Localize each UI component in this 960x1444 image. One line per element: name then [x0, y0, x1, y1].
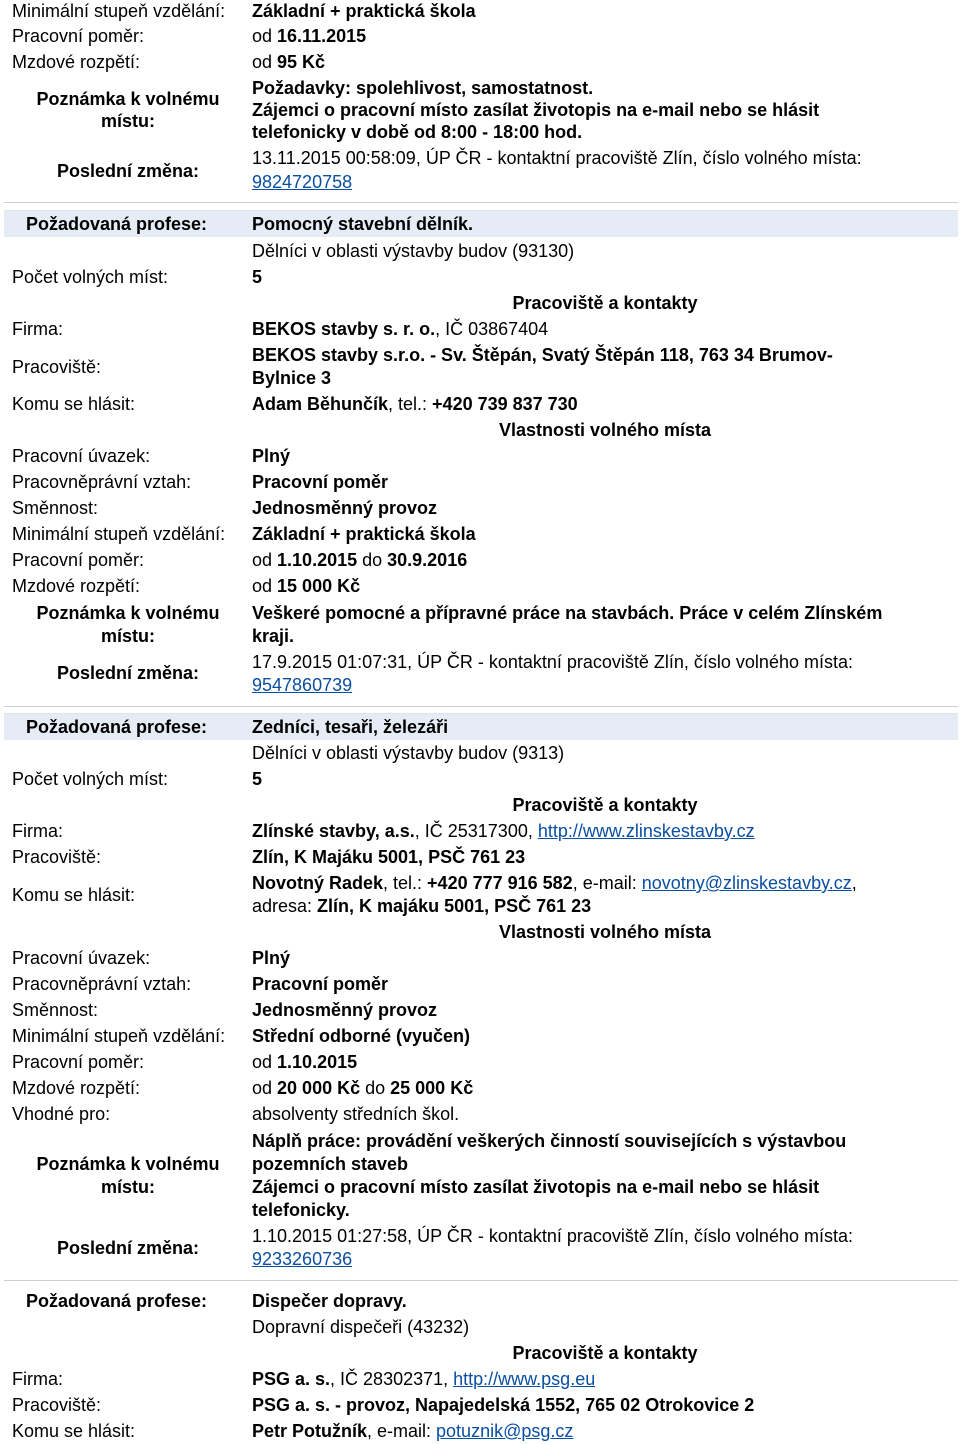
label-workplace: Pracoviště: — [12, 357, 102, 377]
workload-value: Plný — [252, 446, 291, 466]
label-shift: Směnnost: — [12, 498, 99, 518]
workplace-line: BEKOS stavby s.r.o. - Sv. Štěpán, Svatý Štěpán 118, 763 34 Brumov- — [252, 345, 833, 365]
label-contact: Komu se hlásit: — [12, 1421, 136, 1441]
workplace-line: Bylnice 3 — [252, 368, 332, 388]
label-contact: Komu se hlásit: — [12, 394, 136, 414]
note-line: Veškeré pomocné a přípravné práce na stavbách. Práce v celém Zlínském — [252, 603, 883, 623]
label-profession: Požadovaná profese: — [26, 214, 208, 234]
note-line: pozemních staveb — [252, 1154, 409, 1174]
profession-category: Dělníci v oblasti výstavby budov (93130) — [252, 241, 575, 261]
label-profession: Požadovaná profese: — [26, 717, 208, 737]
education-value: Základní + praktická škola — [252, 1, 476, 21]
employment-value: od 16.11.2015 — [252, 26, 367, 46]
label-salary: Mzdové rozpětí: — [12, 52, 141, 72]
education-value: Střední odborné (vyučen) — [252, 1026, 471, 1046]
label-employment: Pracovní poměr: — [12, 26, 145, 46]
workload-value: Plný — [252, 948, 291, 968]
education-value: Základní + praktická škola — [252, 524, 476, 544]
label-last-change: Poslední změna: — [56, 663, 200, 683]
label-relation: Pracovněprávní vztah: — [12, 472, 192, 492]
label-employment: Pracovní poměr: — [12, 1052, 145, 1072]
label-workload: Pracovní úvazek: — [12, 948, 151, 968]
contact-email-link[interactable]: novotny@zlinskestavby.cz — [641, 873, 852, 893]
contact-email-link[interactable]: potuznik@psg.cz — [436, 1421, 574, 1441]
salary-value: od 15 000 Kč — [252, 576, 361, 596]
profession-title: Pomocný stavební dělník. — [252, 214, 474, 234]
salary-value: od 20 000 Kč do 25 000 Kč — [252, 1078, 474, 1098]
label-last-change: Poslední změna: — [56, 161, 200, 181]
salary-value: od 95 Kč — [252, 52, 326, 72]
section-workplace-contacts: Pracoviště a kontakty — [512, 293, 698, 313]
section-vacancy-properties: Vlastnosti volného místa — [498, 420, 712, 440]
label-workload: Pracovní úvazek: — [12, 446, 151, 466]
company-website-link[interactable]: http://www.zlinskestavby.cz — [537, 821, 755, 841]
section-workplace-contacts: Pracoviště a kontakty — [512, 795, 698, 815]
note-line: Zájemci o pracovní místo zasílat životopis na e-mail nebo se hlásit — [252, 100, 820, 120]
shift-value: Jednosměnný provoz — [252, 498, 438, 518]
relation-value: Pracovní poměr — [252, 974, 389, 994]
label-education: Minimální stupeň vzdělání: — [12, 524, 226, 544]
note-line: kraji. — [252, 626, 295, 646]
label-education: Minimální stupeň vzdělání: — [12, 1026, 226, 1046]
listing-divider — [4, 202, 958, 203]
contact-value: Novotný Radek, tel.: +420 777 916 582, e-mail: novotny@zlinskestavby.cz, — [252, 873, 857, 893]
last-change-value: 17.9.2015 01:07:31, ÚP ČR - kontaktní pracoviště Zlín, číslo volného místa: — [252, 652, 853, 672]
last-change-value: 13.11.2015 00:58:09, ÚP ČR - kontaktní pracoviště Zlín, číslo volného místa: — [252, 148, 862, 168]
profession-category: Dopravní dispečeři (43232) — [252, 1317, 470, 1337]
label-company: Firma: — [12, 319, 63, 339]
company-value: Zlínské stavby, a.s., IČ 25317300, http://www.zlinskestavby.cz — [252, 821, 755, 841]
listing-divider — [4, 706, 958, 707]
workplace-value: Zlín, K Majáku 5001, PSČ 761 23 — [252, 847, 526, 867]
label-employment: Pracovní poměr: — [12, 550, 145, 570]
label-salary: Mzdové rozpětí: — [12, 576, 141, 596]
note-line: Požadavky: spolehlivost, samostatnost. — [252, 78, 594, 98]
vacancy-id-link[interactable]: 9547860739 — [252, 675, 353, 695]
suitable-value: absolventy středních škol. — [252, 1104, 460, 1124]
vacancies-value: 5 — [252, 267, 263, 287]
label-shift: Směnnost: — [12, 1000, 99, 1020]
label-last-change: Poslední změna: — [56, 1238, 200, 1258]
company-value: BEKOS stavby s. r. o., IČ 03867404 — [252, 319, 549, 339]
workplace-value: PSG a. s. - provoz, Napajedelská 1552, 765 02 Otrokovice 2 — [252, 1395, 755, 1415]
contact-value: Adam Běhunčík, tel.: +420 739 837 730 — [252, 394, 578, 414]
label-note-line2: místu: — [101, 111, 155, 131]
vacancy-id-link[interactable]: 9824720758 — [252, 172, 353, 192]
label-workplace: Pracoviště: — [12, 847, 102, 867]
label-company: Firma: — [12, 821, 63, 841]
label-note-line2: místu: — [101, 1177, 155, 1197]
section-vacancy-properties: Vlastnosti volného místa — [498, 922, 712, 942]
label-vacancies: Počet volných míst: — [12, 769, 169, 789]
note-line: telefonicky v době od 8:00 - 18:00 hod. — [252, 122, 583, 142]
label-suitable: Vhodné pro: — [12, 1104, 111, 1124]
employment-value: od 1.10.2015 — [252, 1052, 358, 1072]
employment-value: od 1.10.2015 do 30.9.2016 — [252, 550, 468, 570]
contact-address: adresa: Zlín, K majáku 5001, PSČ 761 23 — [252, 896, 592, 916]
relation-value: Pracovní poměr — [252, 472, 389, 492]
label-salary: Mzdové rozpětí: — [12, 1078, 141, 1098]
label-contact: Komu se hlásit: — [12, 885, 136, 905]
section-workplace-contacts: Pracoviště a kontakty — [512, 1343, 698, 1363]
note-line: Náplň práce: provádění veškerých činností souvisejících s výstavbou — [252, 1131, 847, 1151]
label-vacancies: Počet volných míst: — [12, 267, 169, 287]
label-education: Minimální stupeň vzdělání: — [12, 1, 226, 21]
vacancy-id-link[interactable]: 9233260736 — [252, 1249, 353, 1269]
company-website-link[interactable]: http://www.psg.eu — [453, 1369, 596, 1389]
shift-value: Jednosměnný provoz — [252, 1000, 438, 1020]
last-change-value: 1.10.2015 01:27:58, ÚP ČR - kontaktní pracoviště Zlín, číslo volného místa: — [252, 1226, 853, 1246]
note-line: Zájemci o pracovní místo zasílat životopis na e-mail nebo se hlásit — [252, 1177, 820, 1197]
label-company: Firma: — [12, 1369, 63, 1389]
label-note-line1: Poznámka k volnému — [36, 89, 220, 109]
label-note-line1: Poznámka k volnému — [36, 603, 220, 623]
label-note-line1: Poznámka k volnému — [36, 1154, 220, 1174]
profession-title: Zedníci, tesaři, železáři — [252, 717, 449, 737]
company-value: PSG a. s., IČ 28302371, http://www.psg.eu — [252, 1369, 596, 1389]
profession-category: Dělníci v oblasti výstavby budov (9313) — [252, 743, 565, 763]
label-profession: Požadovaná profese: — [26, 1291, 208, 1311]
label-workplace: Pracoviště: — [12, 1395, 102, 1415]
profession-title: Dispečer dopravy. — [252, 1291, 407, 1311]
contact-value: Petr Potužník, e-mail: potuznik@psg.cz — [252, 1421, 574, 1441]
vacancies-value: 5 — [252, 769, 263, 789]
listing-divider — [4, 1280, 958, 1281]
label-relation: Pracovněprávní vztah: — [12, 974, 192, 994]
note-line: telefonicky. — [252, 1200, 350, 1220]
label-note-line2: místu: — [101, 626, 155, 646]
